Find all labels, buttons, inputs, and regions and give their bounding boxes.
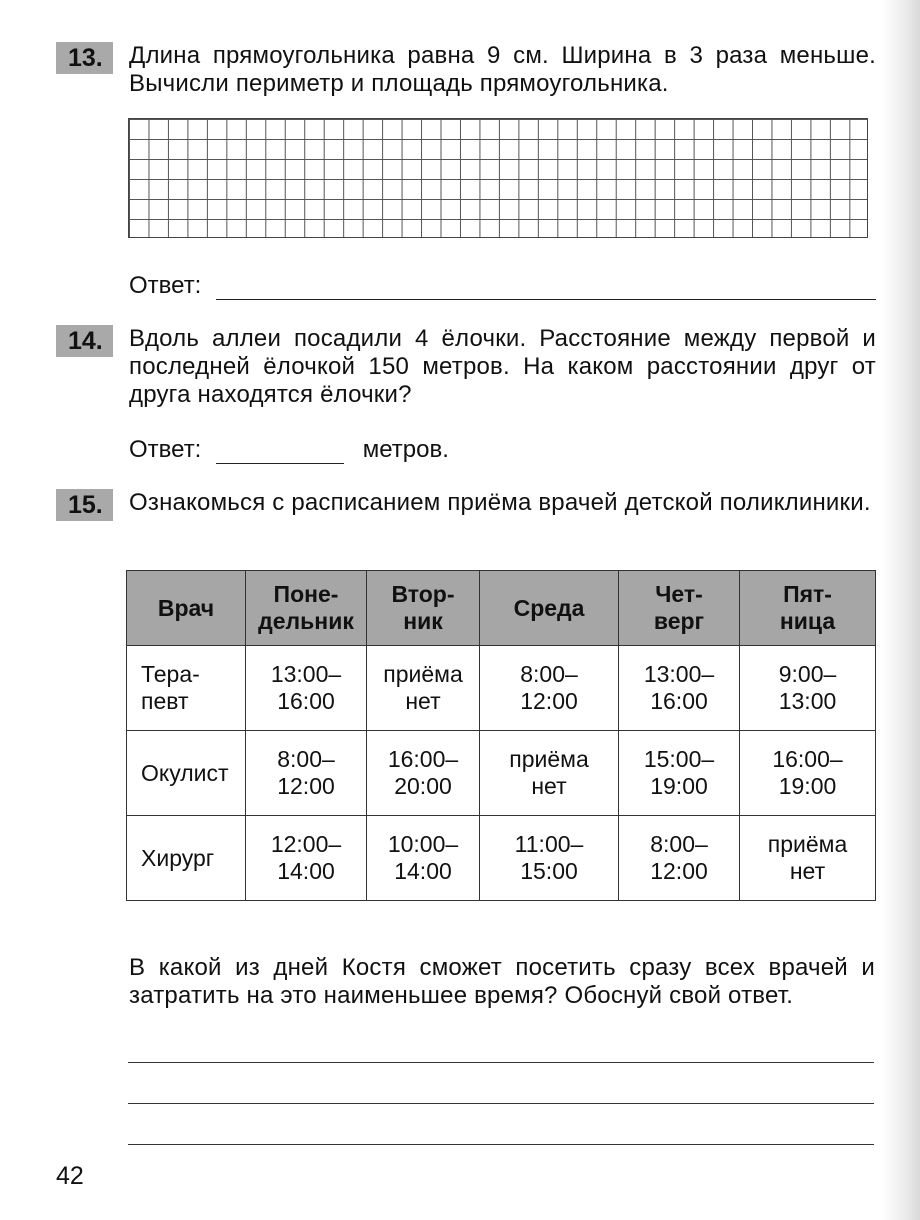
page-edge-shadow <box>882 0 920 1220</box>
task-15 <box>56 489 876 517</box>
doctor-cell: Окулист <box>127 731 246 816</box>
schedule-cell: 13:00– 16:00 <box>619 646 740 731</box>
schedule-cell: 15:00– 19:00 <box>619 731 740 816</box>
schedule-cell: 8:00– 12:00 <box>619 816 740 901</box>
table-header-row <box>127 571 876 646</box>
task-number: 13. <box>56 42 113 74</box>
schedule-cell: 12:00– 14:00 <box>246 816 367 901</box>
schedule-cell: приёма нет <box>740 816 876 901</box>
squared-grid-area[interactable] <box>128 118 868 238</box>
schedule-cell: 8:00– 12:00 <box>246 731 367 816</box>
schedule-cell: приёма нет <box>367 646 480 731</box>
task-14 <box>56 325 876 409</box>
schedule-cell: 16:00– 20:00 <box>367 731 480 816</box>
header-cell: Втор- ник <box>367 571 480 646</box>
answer-row-14 <box>129 436 449 464</box>
answer-write-line[interactable] <box>128 1103 874 1104</box>
task-text: Ознакомься с расписанием приёма врачей детской поликлиники. <box>129 489 871 516</box>
answer-field[interactable] <box>216 439 344 464</box>
doctor-cell: Хирург <box>127 816 246 901</box>
schedule-cell: 16:00– 19:00 <box>740 731 876 816</box>
answer-write-line[interactable] <box>128 1062 874 1063</box>
answer-row-13 <box>129 272 876 300</box>
page-number: 42 <box>56 1162 84 1190</box>
question-text: В какой из дней Костя сможет посетить сразу всех врачей и затратить на это наименьшее время? Обоснуй свой ответ. <box>129 954 875 1009</box>
schedule-cell: приёма нет <box>480 731 619 816</box>
schedule-cell: 8:00– 12:00 <box>480 646 619 731</box>
answer-label: Ответ: <box>129 272 202 299</box>
table-row <box>127 816 876 901</box>
schedule-cell: 13:00– 16:00 <box>246 646 367 731</box>
task-13 <box>56 42 876 98</box>
table-row <box>127 731 876 816</box>
task-number: 14. <box>56 325 113 357</box>
task-text: Длина прямоугольника равна 9 см. Ширина в 3 раза меньше. Вычисли периметр и площадь прямоугольника. <box>129 42 876 97</box>
header-cell: Пят- ница <box>740 571 876 646</box>
doctor-cell: Тера- певт <box>127 646 246 731</box>
header-cell: Среда <box>480 571 619 646</box>
answer-field[interactable] <box>216 275 876 300</box>
answer-label: Ответ: <box>129 436 202 463</box>
schedule-table <box>126 570 876 901</box>
header-cell: Чет- верг <box>619 571 740 646</box>
schedule-cell: 10:00– 14:00 <box>367 816 480 901</box>
task-number: 15. <box>56 489 113 521</box>
schedule-cell: 11:00– 15:00 <box>480 816 619 901</box>
schedule-cell: 9:00– 13:00 <box>740 646 876 731</box>
table-row <box>127 646 876 731</box>
header-cell: Врач <box>127 571 246 646</box>
answer-write-line[interactable] <box>128 1144 874 1145</box>
header-cell: Поне- дельник <box>246 571 367 646</box>
answer-unit: метров. <box>362 436 449 463</box>
task-text: Вдоль аллеи посадили 4 ёлочки. Расстояние между первой и последней ёлочкой 150 метров. На каком расстоянии друг от друга находятся ёлочки? <box>129 325 876 408</box>
